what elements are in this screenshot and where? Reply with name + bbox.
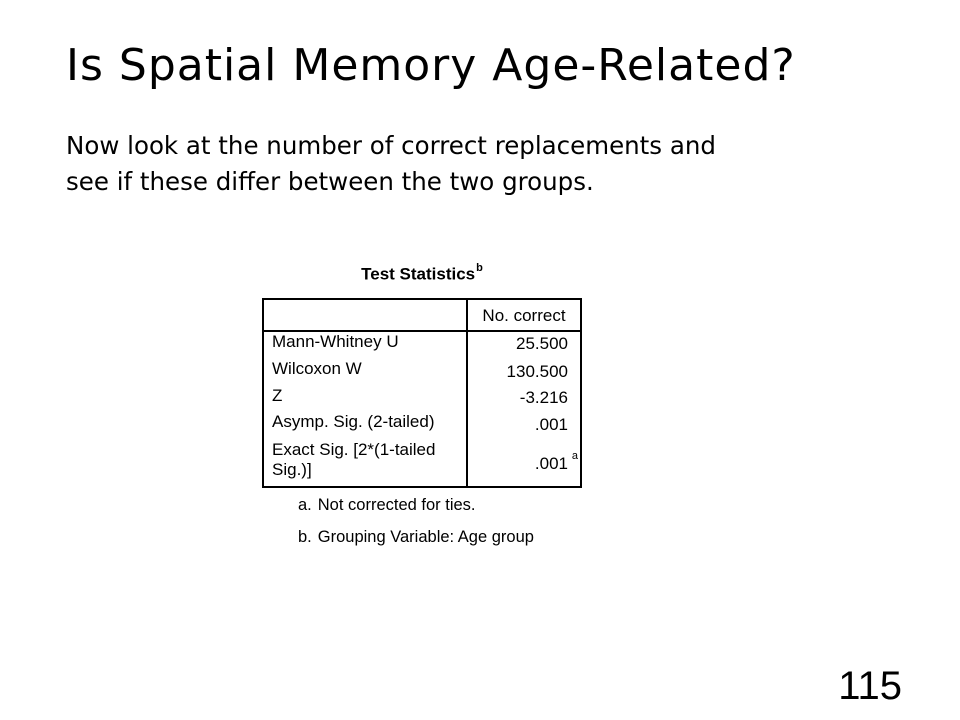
row-label-mann-whitney: Mann-Whitney U	[272, 332, 399, 351]
exact-sig-footnote-mark: a	[571, 450, 578, 462]
page-number: 115	[838, 664, 902, 708]
row-label-wilcoxon: Wilcoxon W	[272, 359, 362, 378]
row-value-z: -3.216	[519, 388, 568, 407]
header-divider	[466, 330, 580, 332]
table-caption-footnote-mark: b	[476, 262, 483, 274]
body-line-1: Now look at the number of correct replacements and	[66, 131, 716, 160]
body-line-2: see if these differ between the two groups.	[66, 167, 594, 196]
row-label-exact-sig: Exact Sig. [2*(1-tailed Sig.)]	[272, 440, 436, 479]
row-label-z: Z	[272, 386, 283, 405]
footnote-b	[298, 528, 534, 547]
row-label-asymp-sig: Asymp. Sig. (2-tailed)	[272, 412, 435, 431]
footnote-b-text: Grouping Variable: Age group	[317, 528, 534, 546]
footnote-a-marker: a.	[298, 496, 312, 514]
table-caption	[262, 264, 582, 285]
column-divider	[466, 300, 468, 486]
column-header-no-correct: No. correct	[482, 306, 566, 325]
footnote-a-text: Not corrected for ties.	[317, 496, 476, 514]
row-value-mann-whitney: 25.500	[516, 334, 568, 353]
row-value-exact-sig-number: .001	[534, 454, 568, 473]
row-value-exact-sig	[534, 450, 578, 474]
row-value-wilcoxon: 130.500	[506, 362, 568, 381]
table-caption-text: Test Statistics	[361, 264, 476, 284]
row-value-asymp-sig: .001	[534, 415, 568, 434]
slide-body-text	[66, 128, 886, 200]
test-statistics-table	[262, 298, 582, 488]
slide-title: Is Spatial Memory Age-Related?	[66, 40, 796, 91]
footnote-b-marker: b.	[298, 528, 312, 546]
footnote-a	[298, 496, 476, 515]
